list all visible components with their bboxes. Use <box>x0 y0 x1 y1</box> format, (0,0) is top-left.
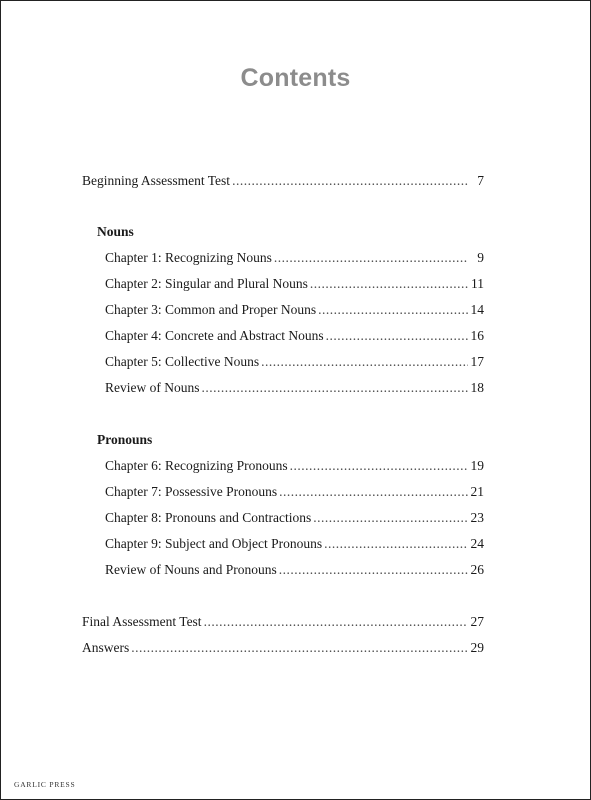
dot-leader <box>326 328 468 344</box>
toc-entry-label: Chapter 1: Recognizing Nouns <box>105 250 272 265</box>
toc-entry-label: Beginning Assessment Test <box>82 173 231 188</box>
toc-entry-chapter-7[interactable] <box>105 484 484 502</box>
toc-entry-beginning-assessment[interactable] <box>82 173 484 191</box>
dot-leader <box>310 276 468 292</box>
toc-entry-chapter-3[interactable] <box>105 302 484 320</box>
toc-entry-label: Final Assessment Test <box>82 614 202 629</box>
dot-leader <box>279 484 468 500</box>
toc-entry-page: 7 <box>477 173 484 188</box>
page-title: Contents <box>240 64 351 92</box>
toc-entry-chapter-5[interactable] <box>105 354 484 372</box>
toc-entry-page: 23 <box>470 510 484 525</box>
toc-entry-chapter-6[interactable] <box>105 458 484 476</box>
dot-leader <box>324 536 468 552</box>
toc-entry-label: Chapter 3: Common and Proper Nouns <box>105 302 317 317</box>
toc-entry-page: 24 <box>470 536 484 551</box>
dot-leader <box>274 250 468 266</box>
dot-leader <box>204 614 468 630</box>
toc-entry-page: 17 <box>470 354 484 369</box>
toc-entry-label: Review of Nouns and Pronouns <box>105 562 277 577</box>
toc-entry-label: Answers <box>82 640 130 655</box>
section-heading-pronouns: Pronouns <box>97 432 153 447</box>
publisher-footer: GARLIC PRESS <box>14 780 76 789</box>
toc-entry-chapter-8[interactable] <box>105 510 484 528</box>
toc-entry-label: Chapter 9: Subject and Object Pronouns <box>105 536 323 551</box>
toc-entry-label: Chapter 4: Concrete and Abstract Nouns <box>105 328 324 343</box>
toc-entry-final-assessment[interactable] <box>82 614 484 632</box>
toc-entry-chapter-9[interactable] <box>105 536 484 554</box>
dot-leader <box>131 640 468 656</box>
toc-entry-page: 27 <box>470 614 484 629</box>
toc-entry-label: Chapter 6: Recognizing Pronouns <box>105 458 288 473</box>
toc-entry-chapter-4[interactable] <box>105 328 484 346</box>
toc-entry-page: 19 <box>470 458 484 473</box>
toc-entry-label: Chapter 7: Possessive Pronouns <box>105 484 278 499</box>
dot-leader <box>313 510 468 526</box>
toc-entry-review-nouns[interactable] <box>105 380 484 398</box>
toc-entry-page: 21 <box>470 484 484 499</box>
toc-entry-label: Chapter 5: Collective Nouns <box>105 354 260 369</box>
section-heading-nouns: Nouns <box>97 224 134 239</box>
toc-entry-page: 29 <box>470 640 484 655</box>
dot-leader <box>279 562 468 578</box>
toc-entry-page: 26 <box>470 562 484 577</box>
toc-entry-page: 14 <box>470 302 484 317</box>
toc-entry-chapter-2[interactable] <box>105 276 484 294</box>
dot-leader <box>318 302 468 318</box>
dot-leader <box>261 354 468 370</box>
toc-entry-review-nouns-pronouns[interactable] <box>105 562 484 580</box>
toc-entry-label: Chapter 2: Singular and Plural Nouns <box>105 276 308 291</box>
toc-entry-page: 9 <box>477 250 484 265</box>
toc-entry-page: 16 <box>470 328 484 343</box>
toc-entry-label: Review of Nouns <box>105 380 200 395</box>
toc-entry-label: Chapter 8: Pronouns and Contractions <box>105 510 312 525</box>
dot-leader <box>232 173 468 189</box>
toc-entry-chapter-1[interactable] <box>105 250 484 268</box>
dot-leader <box>202 380 469 396</box>
toc-entry-page: 18 <box>470 380 484 395</box>
dot-leader <box>290 458 468 474</box>
toc-entry-answers[interactable] <box>82 640 484 658</box>
toc-entry-page: 11 <box>471 276 484 291</box>
